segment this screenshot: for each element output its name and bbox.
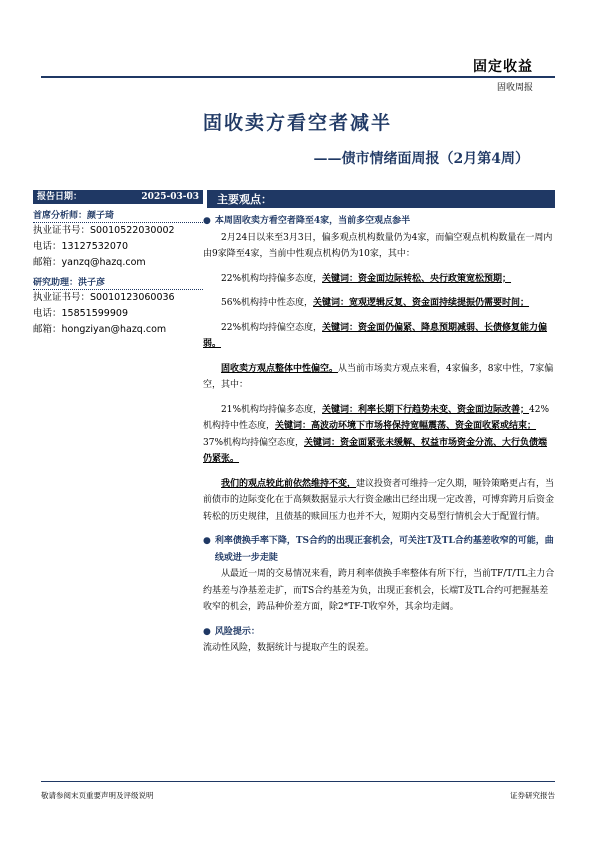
heading-2 — [203, 533, 555, 566]
paragraph-trading: 从最近一周的交易情况来看，跨月利率债换手率整体有所下行，当前TF/T/TL主力合约基差与净基差走扩，而TS合约基差为负，出现正套机会，长端T及TL合约可把握基差收窄的机会，跨品种价差方面，除2*TF-T收窄外，其余均走阔。 — [203, 569, 555, 612]
report-subtitle: ——债市情绪面周报（2月第4周） — [313, 151, 529, 167]
footer-rule — [41, 781, 555, 782]
analyst-role: 首席分析师：颜子琦 — [33, 208, 203, 223]
heading-3 — [203, 624, 555, 641]
report-subcategory: 固收周报 — [496, 83, 533, 93]
report-title: 固收卖方看空者减半 — [202, 112, 392, 134]
paragraph-risk: 流动性风险，数据统计与提取产生的误差。 — [203, 643, 375, 653]
report-date: 2025-03-03 — [141, 192, 199, 202]
assistant-email[interactable]: 邮箱：hongziyan@hazq.com — [33, 324, 167, 335]
paragraph-our-view: 我们的观点较此前依然维持不变，建议投资者可维持一定久期，哑铃策略更占有，当前债市的边际变化在于高频数据显示大行资金融出已经出现一定改善，可博弈跨月后资金转松的历史规律，且债基的赎回压力也并不大，短期内交易型行情机会大于配置行情。 — [203, 478, 555, 522]
date-label: 报告日期： — [37, 192, 83, 202]
section-title: 主要观点： — [217, 193, 272, 206]
main-content — [203, 213, 555, 657]
bullet-icon: ● — [203, 626, 211, 637]
heading-2-text: 利率债换手率下降，TS合约的出现正套机会，可关注T及TL合约基差收窄的可能，曲线或进一步走陡 — [214, 536, 554, 563]
paragraph-neutral: 56%机构持中性态度，关键词：宽观逻辑反复、资金面持续提振仍需要时间； — [221, 298, 530, 308]
analyst-license: 执业证书号：S0010522030002 — [33, 225, 175, 236]
paragraph-1: 2月24日以来至3月3日，偏多观点机构数量仍为4家，而偏空观点机构数量在一周内由9家降至4家，当前中性观点机构仍为10家，其中： — [203, 232, 553, 259]
bullet-icon: ● — [203, 216, 211, 226]
assistant-role: 研究助理：洪子彦 — [33, 275, 203, 290]
heading-3-text: 风险提示： — [214, 626, 260, 637]
analyst-phone: 电话：13127532070 — [33, 241, 128, 252]
paragraph-seller-view: 固收卖方观点整体中性偏空。从当前市场卖方观点来看，4家偏多，8家中性，7家偏空，其中： — [203, 363, 554, 390]
heading-1 — [203, 213, 555, 230]
paragraph-bear: 22%机构均持偏空态度，关键词：资金面仍偏紧、降息预期减弱、长债修复能力偏弱。 — [203, 322, 548, 349]
report-category: 固定收益 — [473, 59, 533, 75]
analyst-info — [33, 223, 203, 271]
date-bar — [33, 190, 203, 204]
assistant-phone: 电话：15851599909 — [33, 308, 128, 319]
analyst-email[interactable]: 邮箱：yanzq@hazq.com — [33, 257, 146, 268]
assistant-license: 执业证书号：S0010123060036 — [33, 292, 175, 303]
paragraph-bull: 22%机构均持偏多态度，关键词：资金面边际转松、央行政策宽松预期； — [221, 273, 512, 284]
footer-disclaimer: 敬请参阅末页重要声明及评级说明 — [41, 791, 154, 800]
bullet-icon: ● — [203, 536, 211, 546]
assistant-info — [33, 290, 203, 338]
author-panel — [33, 190, 203, 338]
footer-label: 证券研究报告 — [510, 791, 555, 800]
paragraph-breakdown: 21%机构均持偏多态度，关键词：利率长期下行趋势未变、资金面边际改善；42%机构持中性态度，关键词：高波动环境下市场将保持宽幅震荡、资金面收紧或结束；37%机构均持偏空态度，关键词：资金面紧张未缓解、权益市场资金分流、大行负债端仍紧张。 — [203, 404, 550, 464]
heading-1-text: 本周固收卖方看空者降至4家，当前多空观点参半 — [214, 216, 411, 226]
header-rule — [41, 76, 555, 78]
